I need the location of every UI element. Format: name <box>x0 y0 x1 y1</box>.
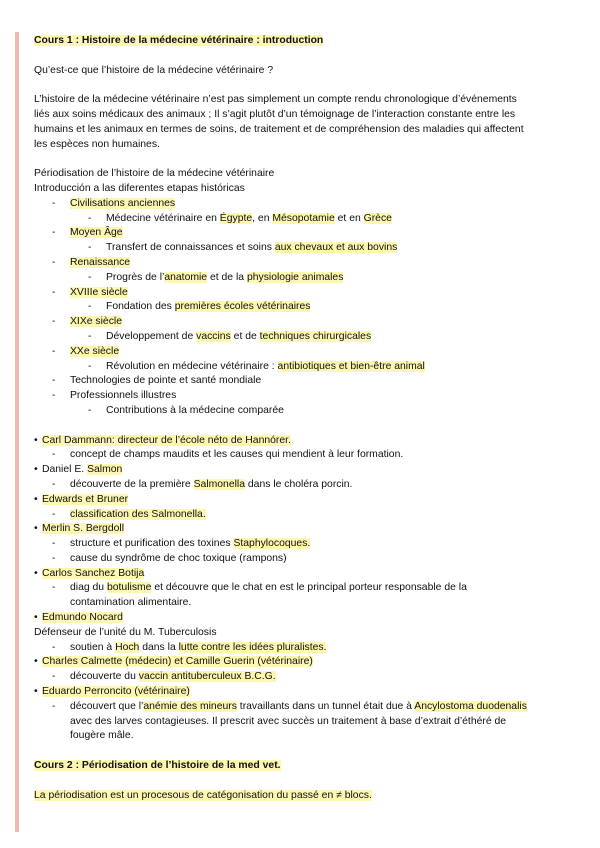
document-page <box>34 34 574 803</box>
person-point: - structure et purification des toxines Staphylocoques. <box>52 538 311 550</box>
person-name: Edwards et Bruner <box>42 493 129 505</box>
period-label: Civilisations anciennes <box>70 197 176 209</box>
person-entry: • Daniel E. Salmon <box>34 464 123 476</box>
person-point: - découvert que l’anémie des mineurs travaillants dans un tunnel était due à Ancylostoma duodenalis <box>52 700 527 712</box>
period-item: - XVIIIe siècle <box>52 286 128 298</box>
period-label: XVIIIe siècle <box>70 286 128 298</box>
period-detail: - Développement de vaccins et de techniques chirurgicales <box>88 330 372 342</box>
period-detail: - Médecine vétérinaire en Égypte, en Mésopotamie et en Grèce <box>88 212 392 224</box>
periodisation-subtitle: Introducción a las diferentes etapas históricas <box>34 182 245 194</box>
period-item: - XIXe siècle <box>52 316 122 328</box>
person-name: Charles Calmette (médecin) et Camille Guerin (vétérinaire) <box>42 656 313 668</box>
person-entry: • Charles Calmette (médecin) et Camille Guerin (vétérinaire) <box>34 656 313 668</box>
period-detail: - Fondation des premières écoles vétérinaires <box>88 301 311 313</box>
person-entry: • Merlin S. Bergdoll <box>34 523 125 535</box>
person-name: Carl Dammann: directeur de l’école néto de Hannórer. <box>42 434 291 446</box>
person-name: Merlin S. Bergdoll <box>42 523 125 535</box>
person-point: - cause du syndrôme de choc toxique (rampons) <box>52 552 287 564</box>
period-label: Moyen Âge <box>70 227 123 239</box>
period-item: - Technologies de pointe et santé mondiale <box>52 375 262 387</box>
periodisation-title: Périodisation de l’histoire de la médecine vétérinaire <box>34 168 275 180</box>
intro-line-3: humains et les animaux en termes de soins, de traitement et de compréhension des maladies qui affectent <box>34 123 524 135</box>
intro-line-2: liés aux soins médicaux des animaux ; Il s’agit plutôt d’un témoignage de l’interaction constante entre les <box>34 108 516 120</box>
intro-question: Qu’est-ce que l’histoire de la médecine vétérinaire ? <box>34 64 274 76</box>
person-point-continued: fougère mâle. <box>70 730 134 742</box>
person-name: Edmundo Nocard <box>42 612 123 624</box>
period-label: XXe siècle <box>70 345 120 357</box>
period-item: - XXe siècle <box>52 345 120 357</box>
person-point: - soutien à Hoch dans la lutte contre les idées pluralistes. <box>52 641 327 653</box>
person-point-continued: avec des larves contagieuses. Il prescrit avec succès un traitement à base d’extrait d’éthéré de <box>70 715 507 727</box>
period-item: - Renaissance <box>52 256 131 268</box>
cours2-definition <box>34 789 574 804</box>
person-entry: • Carlos Sanchez Botija <box>34 567 145 579</box>
person-name: Eduardo Perroncito (vétérinaire) <box>42 686 190 698</box>
period-label: Professionnels illustres <box>70 390 177 402</box>
person-entry: • Edwards et Bruner <box>34 493 129 505</box>
person-point-continued: contamination alimentaire. <box>70 597 192 609</box>
person-point: - découverte du vaccin antituberculeux B.C.G. <box>52 671 276 683</box>
cours2-title-text: Cours 2 : Périodisation de l’histoire de la med vet. <box>34 760 281 772</box>
period-item: - Civilisations anciennes <box>52 197 176 209</box>
person-entry: • Edmundo Nocard <box>34 612 123 624</box>
period-detail: - Révolution en médecine vétérinaire : antibiotiques et bien-être animal <box>88 360 425 372</box>
cours2-title <box>34 759 574 774</box>
period-label: Renaissance <box>70 256 131 268</box>
period-label: XIXe siècle <box>70 316 122 328</box>
person-entry: • Carl Dammann: directeur de l’école néto de Hannórer. <box>34 434 291 446</box>
period-item: - Professionnels illustres <box>52 390 177 402</box>
cours2-definition-text: La périodisation est un procesous de catégonisation du passé en ≠ blocs. <box>34 789 372 801</box>
person-entry: • Eduardo Perroncito (vétérinaire) <box>34 686 190 698</box>
intro-line-1: L’histoire de la médecine vétérinaire n’est pas simplement un compte rendu chronologique d’événements <box>34 94 517 106</box>
person-name: Salmon <box>87 464 123 476</box>
person-name: Carlos Sanchez Botija <box>42 567 145 579</box>
period-detail: - Progrès de l’anatomie et de la physiologie animales <box>88 271 344 283</box>
person-point: - diag du botulisme et découvre que le chat en est le principal porteur responsable de la <box>52 582 467 594</box>
person-point: - classification des Salmonella. <box>52 508 206 520</box>
period-item: - Moyen Âge <box>52 227 123 239</box>
period-detail: - Transfert de connaissances et soins aux chevaux et aux bovins <box>88 242 398 254</box>
person-note: Défenseur de l’unité du M. Tuberculosis <box>34 626 217 638</box>
intro-line-4: les espèces non humaines. <box>34 138 160 150</box>
person-point: - concept de champs maudits et les causes qui mendient à leur formation. <box>52 449 404 461</box>
page-margin-line <box>15 32 19 832</box>
period-label: Technologies de pointe et santé mondiale <box>70 375 262 387</box>
cours1-title-text: Cours 1 : Histoire de la médecine vétérinaire : introduction <box>34 35 324 46</box>
person-point: - découverte de la première Salmonella dans le choléra porcin. <box>52 478 353 490</box>
period-detail: - Contributions à la médecine comparée <box>88 404 284 416</box>
cours1-title <box>34 34 574 49</box>
